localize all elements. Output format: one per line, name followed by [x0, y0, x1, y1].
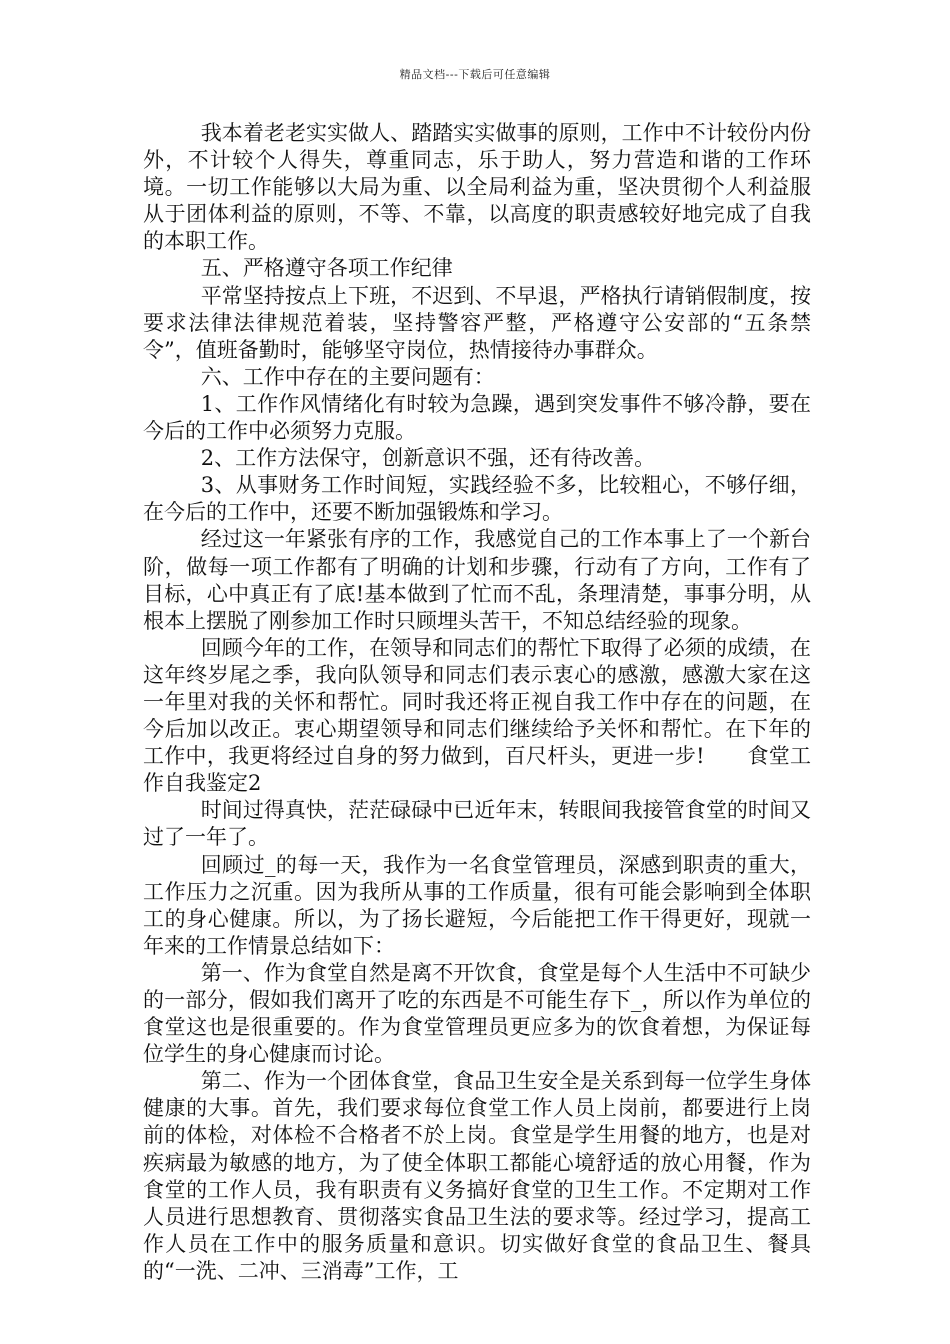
- list-item: 2、工作方法保守，创新意识不强，还有待改善。: [200, 446, 656, 471]
- paragraph: 时间过得真快，茫茫碌碌中已近年末，转眼间我接管食堂的时间又过了一年了。: [143, 798, 811, 850]
- document-body: [143, 120, 811, 1285]
- paragraph: 我本着老老实实做人、踏踏实实做事的原则，工作中不计较份内份外，不计较个人得失，尊重同志，乐于助人，努力营造和谐的工作环境。一切工作能够以大局为重、以全局利益为重，坚决贯彻个人利益服从于团体利益的原则，不等、不靠，以高度的职责感较好地完成了自我的本职工作。: [143, 121, 811, 254]
- list-item: 1、工作作风情绪化有时较为急躁，遇到突发事件不够冷静，要在今后的工作中必须努力克服。: [143, 391, 811, 444]
- paragraph: 第二、作为一个团体食堂，食品卫生安全是关系到每一位学生身体健康的大事。首先，我们要求每位食堂工作人员上岗前，都要进行上岗前的体检，对体检不合格者不於上岗。食堂是学生用餐的地方，也是对疾病最为敏感的地方，为了使全体职工都能心境舒适的放心用餐，作为食堂的工作人员，我有职责有义务搞好食堂的卫生工作。不定期对工作人员进行思想教育、贯彻落实食品卫生法的要求等。经过学习，提高工作人员在工作中的服务质量和意识。切实做好食堂的食品卫生、餐具的“一洗、二冲、三消毒”工作，工: [143, 1069, 811, 1283]
- page-header: 精品文档---下载后可任意编辑: [399, 68, 551, 81]
- paragraph: 回顾今年的工作，在领导和同志们的帮忙下取得了必须的成绩，在这年终岁尾之季，我向队领导和同志们表示衷心的感激，感激大家在这一年里对我的关怀和帮忙。同时我还将正视自我工作中存在的问题，在今后加以改正。衷心期望领导和同志们继续给予关怀和帮忙。在下年的工作中，我更将经过自身的努力做到，百尺杆头，更进一步! 食堂工作自我鉴定2: [143, 635, 811, 796]
- paragraph: 回顾过_的每一天，我作为一名食堂管理员，深感到职责的重大，工作压力之沉重。因为我所从事的工作质量，很有可能会影响到全体职工的身心健康。所以，为了扬长避短，今后能把工作干得更好，现就一年来的工作情景总结如下：: [143, 852, 811, 958]
- paragraph: 经过这一年紧张有序的工作，我感觉自己的工作本事上了一个新台阶，做每一项工作都有了明确的计划和步骤，行动有了方向，工作有了目标，心中真正有了底!基本做到了忙而不乱，条理清楚，事事分明，从根本上摆脱了刚参加工作时只顾埋头苦干，不知总结经验的现象。: [143, 527, 811, 633]
- paragraph: 平常坚持按点上下班，不迟到、不早退，严格执行请销假制度，按要求法律法律规范着装，坚持警容严整，严格遵守公安部的“五条禁令”，值班备勤时，能够坚守岗位，热情接待办事群众。: [143, 283, 811, 362]
- section-heading: 五、严格遵守各项工作纪律: [200, 256, 453, 281]
- section-heading: 六、工作中存在的主要问题有：: [200, 364, 495, 389]
- paragraph: 第一、作为食堂自然是离不开饮食，食堂是每个人生活中不可缺少的一部分，假如我们离开了吃的东西是不可能生存下_，所以作为单位的食堂这也是很重要的。作为食堂管理员更应多为的饮食着想，为保证每位学生的身心健康而讨论。: [143, 960, 811, 1067]
- list-item: 3、从事财务工作时间短，实践经验不多，比较粗心，不够仔细，在今后的工作中，还要不断加强锻炼和学习。: [143, 473, 811, 525]
